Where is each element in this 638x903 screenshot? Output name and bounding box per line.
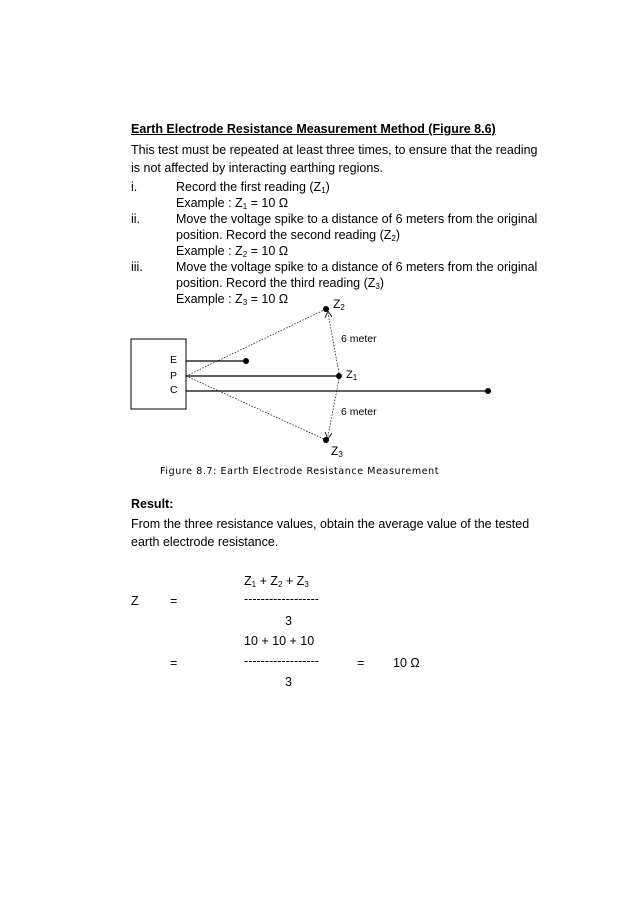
- intro-paragraph: This test must be repeated at least three times, to ensure that the reading is not affected by interacting earthing regions.: [131, 143, 538, 175]
- numeric-numerator: 10 + 10 + 10: [244, 634, 315, 648]
- z1-spike: [336, 373, 342, 379]
- step-example: Example : $Z_3 = 10$ Ω: [176, 292, 289, 307]
- result-title: Result:: [131, 497, 174, 511]
- z3-spike: [323, 437, 329, 443]
- step-number: ii.: [131, 212, 141, 226]
- formula-denominator: 3: [285, 614, 292, 628]
- z2-dotted-lead: [186, 309, 326, 376]
- z3-dotted-lead: [186, 376, 326, 440]
- result-equals: =: [357, 656, 365, 670]
- c-spike: [485, 388, 491, 394]
- step-example: Example : $Z_2 = 10$ Ω: [176, 244, 289, 259]
- formula-fraction-bar: ------------------: [244, 592, 319, 606]
- numeric-equals: =: [170, 656, 178, 670]
- top-distance-label: 6 meter: [341, 333, 377, 345]
- label-e: E: [170, 354, 178, 366]
- formula-equals: =: [170, 594, 178, 608]
- e-spike: [243, 358, 249, 364]
- step-text-continued: position. Record the third reading $(Z_3)$: [176, 276, 385, 291]
- result-paragraph: From the three resistance values, obtain the average value of the tested earth electrode resistance.: [131, 517, 530, 549]
- step-number: i.: [131, 180, 138, 194]
- formula-result: 10 Ω: [393, 656, 420, 670]
- tester-box: [131, 339, 186, 409]
- formula-numerator: $Z_1 + Z_2 + Z_3$: [244, 574, 309, 589]
- step-example: Example : $Z_1 = 10$ Ω: [176, 196, 289, 211]
- numeric-fraction-bar: ------------------: [244, 654, 319, 668]
- formula-variable: Z: [131, 594, 139, 608]
- label-p: P: [170, 370, 178, 382]
- step-text-continued: position. Record the second reading $(Z_2)$: [176, 228, 401, 243]
- step-number: iii.: [131, 260, 143, 274]
- z2-label: $Z_2$: [333, 297, 345, 312]
- z3-label: $Z_3$: [331, 444, 343, 459]
- section-heading: Earth Electrode Resistance Measurement Method (Figure 8.6): [131, 122, 496, 136]
- bottom-distance-label: 6 meter: [341, 406, 377, 418]
- z1-label: $Z_1$: [346, 369, 358, 382]
- label-c: C: [170, 384, 178, 396]
- step-text: Record the first reading $(Z_1)$: [176, 180, 330, 195]
- step-text: Move the voltage spike to a distance of 6 meters from the original: [176, 260, 538, 274]
- figure-caption: Figure 8.7: Earth Electrode Resistance Measurement: [160, 466, 440, 477]
- top-distance-line: [328, 313, 339, 373]
- step-text: Move the voltage spike to a distance of 6 meters from the original: [176, 212, 538, 226]
- numeric-denominator: 3: [285, 675, 292, 689]
- bottom-distance-line: [328, 379, 339, 436]
